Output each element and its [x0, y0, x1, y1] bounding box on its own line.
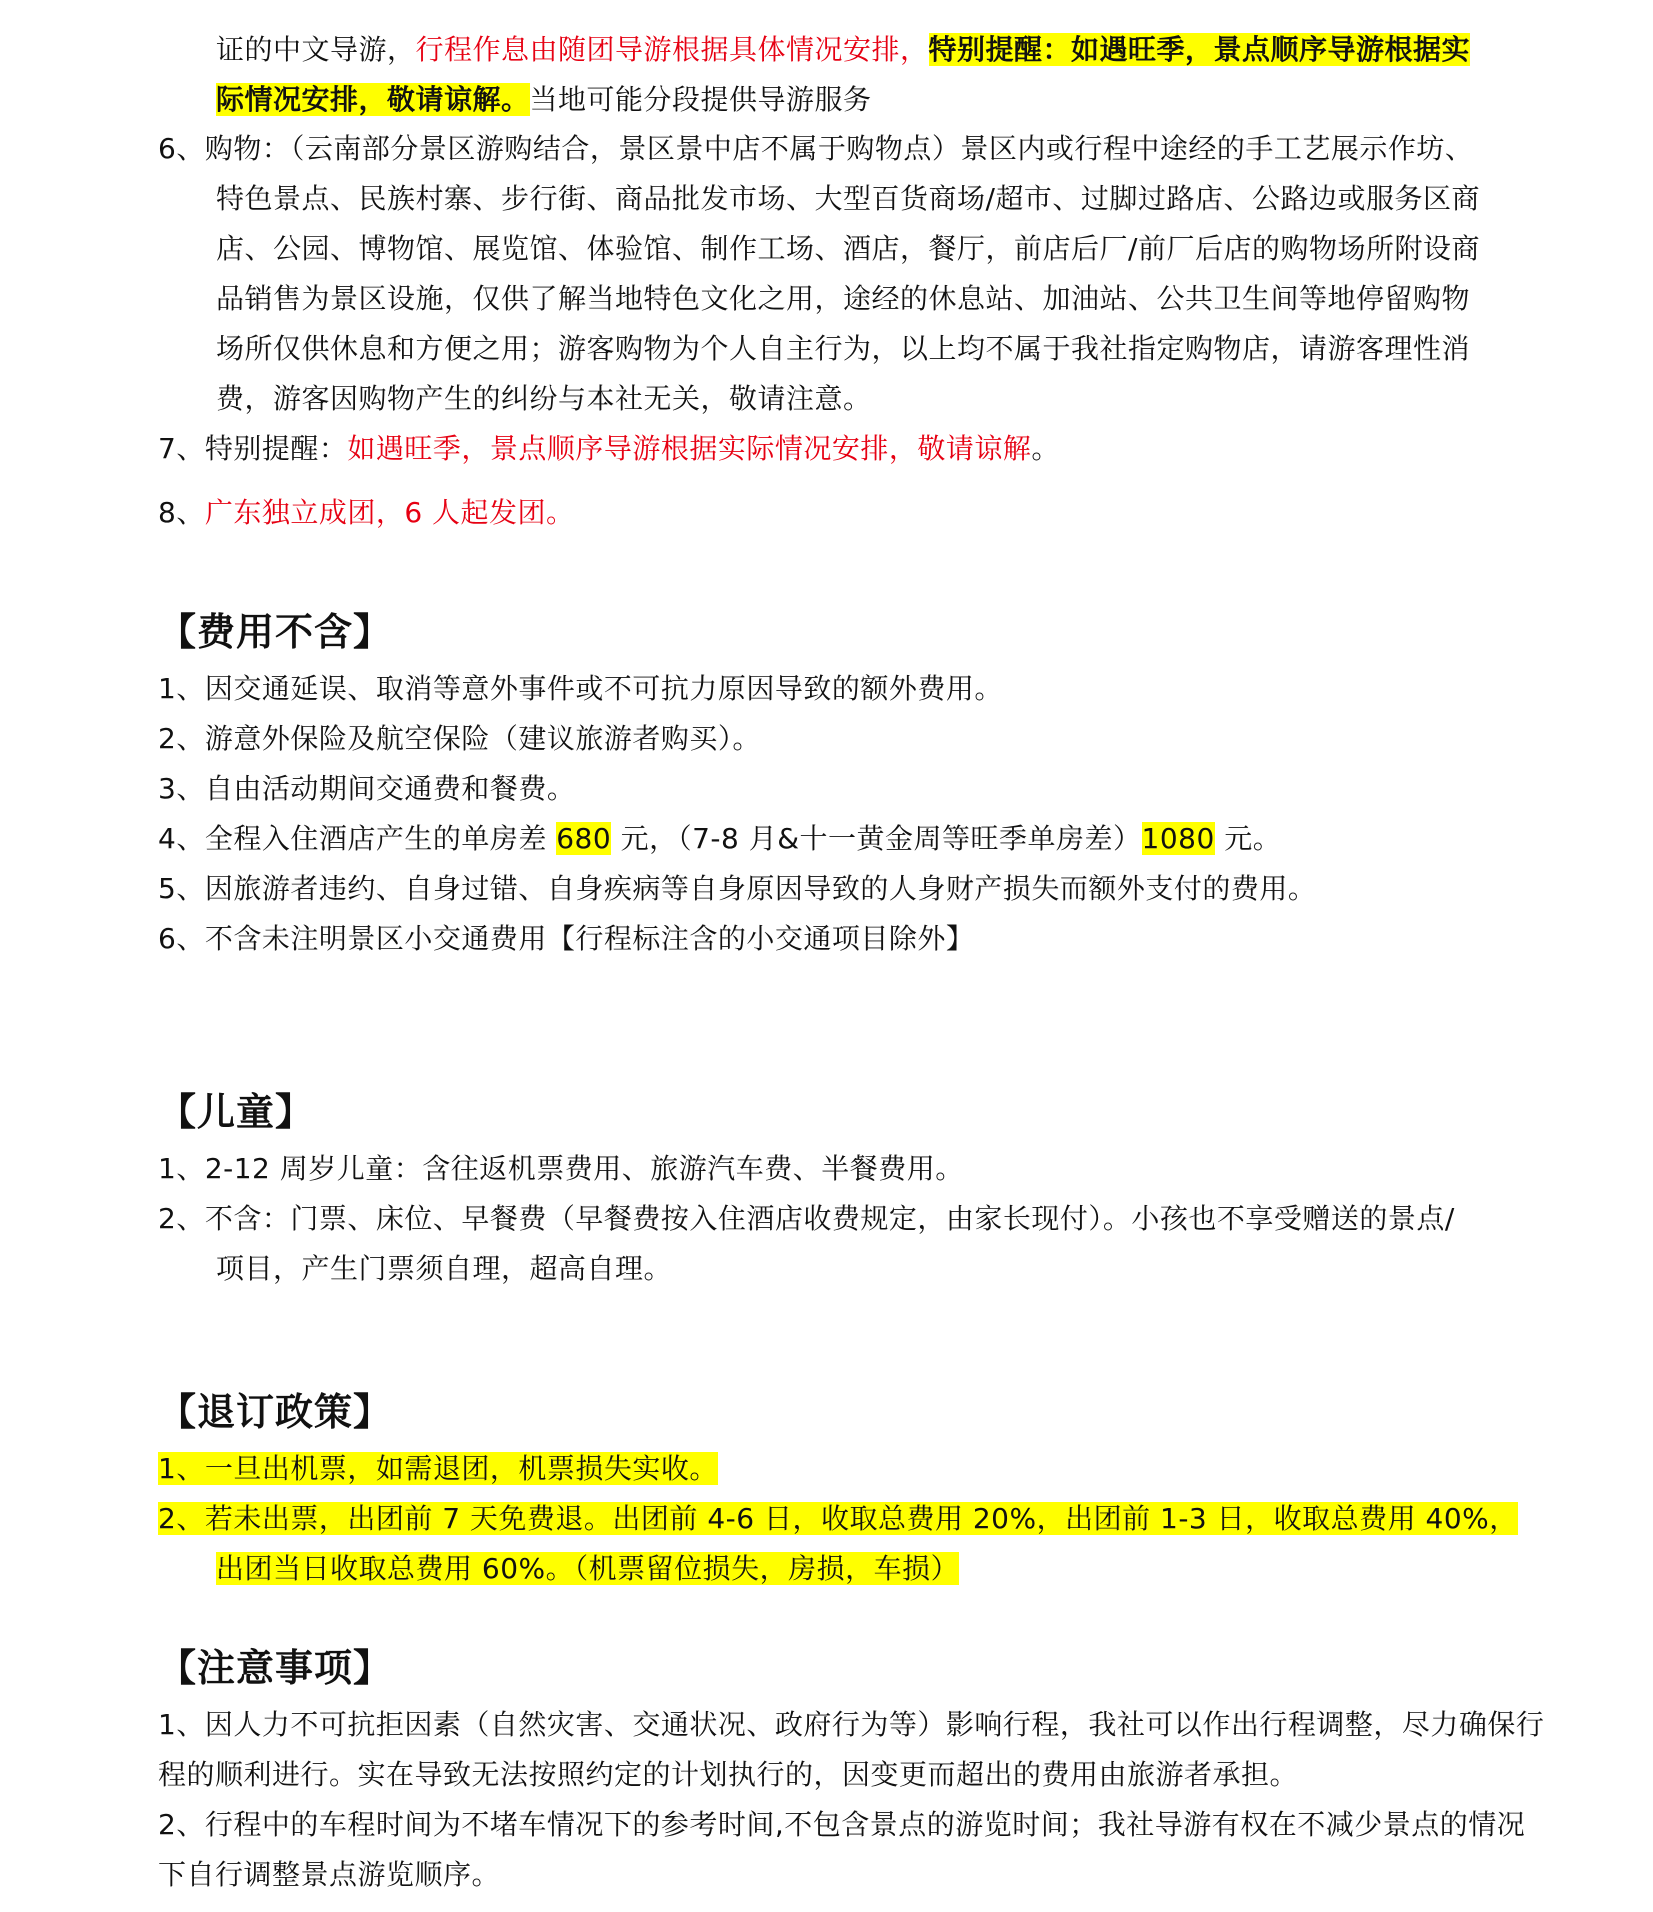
refund-item-2-text: 2、若未出票，出团前 7 天免费退。出团前 4-6 日，收取总费用 20%，出团前 1-3 日，收取总费用 40%，	[158, 1502, 1518, 1535]
excluded-item-2: 2、游意外保险及航空保险（建议旅游者购买）。	[158, 722, 761, 755]
single-room-price: 680	[556, 822, 612, 855]
refund-item-1-text: 1、一旦出机票，如需退团，机票损失实收。	[158, 1452, 718, 1485]
refund-policy-heading: 【退订政策】	[158, 1390, 393, 1434]
group-item-number: 8、	[158, 496, 205, 529]
refund-item-2-cont	[216, 1544, 959, 1594]
group-item	[158, 488, 575, 538]
notes-heading: 【注意事项】	[158, 1646, 393, 1690]
shopping-item-line4: 品销售为景区设施，仅供了解当地特色文化之用，途经的休息站、加油站、公共卫生间等地停留购物	[216, 282, 1471, 315]
special-reminder-highlight: 特别提醒：如遇旺季，景点顺序导游根据实	[928, 33, 1471, 66]
shopping-item-line1: 6、购物：（云南部分景区游购结合，景区景中店不属于购物点）景区内或行程中途经的手工艺展示作坊、	[158, 132, 1474, 165]
notes-item-1-cont: 程的顺利进行。实在导致无法按照约定的计划执行的，因变更而超出的费用由旅游者承担。	[158, 1758, 1299, 1791]
refund-item-2-cont-text: 出团当日收取总费用 60%。（机票留位损失，房损，车损）	[216, 1552, 960, 1585]
item5-continuation-line1	[216, 25, 1470, 75]
excluded-item-4	[158, 814, 1281, 864]
special-reminder-label: 7、特别提醒：	[158, 432, 348, 465]
shopping-item-line2: 特色景点、民族村寨、步行街、商品批发市场、大型百货商场/超市、过脚过路店、公路边或服务区商	[216, 182, 1480, 215]
shopping-item-line6: 费，游客因购物产生的纠纷与本社无关，敬请注意。	[216, 382, 872, 415]
excluded-item-1: 1、因交通延误、取消等意外事件或不可抗力原因导致的额外费用。	[158, 672, 1003, 705]
special-reminder-highlight-end: 际情况安排，敬请谅解。	[216, 83, 530, 116]
schedule-note-red: 行程作息由随团导游根据具体情况安排，	[415, 33, 929, 66]
notes-item-2: 2、行程中的车程时间为不堵车情况下的参考时间,不包含景点的游览时间；我社导游有权在不减少景点的情况	[158, 1808, 1526, 1841]
excluded-item-5: 5、因旅游者违约、自身过错、自身疾病等自身原因导致的人身财产损失而额外支付的费用。	[158, 872, 1317, 905]
refund-item-1	[158, 1444, 718, 1494]
notes-item-2-cont: 下自行调整景点游览顺序。	[158, 1858, 501, 1891]
special-reminder-suffix: 。	[1031, 432, 1060, 465]
special-reminder-item	[158, 424, 1060, 474]
notes-item-1: 1、因人力不可抗拒因素（自然灾害、交通状况、政府行为等）影响行程，我社可以作出行程调整，尽力确保行	[158, 1708, 1545, 1741]
special-reminder-red: 如遇旺季，景点顺序导游根据实际情况安排，敬请谅解	[347, 432, 1032, 465]
price-unit: 元。	[1214, 822, 1282, 855]
children-item-2-cont: 项目，产生门票须自理，超高自理。	[216, 1252, 673, 1285]
children-item-2: 2、不含：门票、床位、早餐费（早餐费按入住酒店收费规定，由家长现付）。小孩也不享受赠送的景点/	[158, 1202, 1455, 1235]
guide-text: 证的中文导游，	[216, 33, 416, 66]
item5-continuation-line2	[216, 75, 872, 125]
refund-item-2	[158, 1494, 1518, 1544]
group-item-red: 广东独立成团，6 人起发团。	[204, 496, 575, 529]
segment-guide-text: 当地可能分段提供导游服务	[529, 83, 872, 116]
excluded-item-6: 6、不含未注明景区小交通费用【行程标注含的小交通项目除外】	[158, 922, 975, 955]
children-item-1: 1、2-12 周岁儿童：含往返机票费用、旅游汽车费、半餐费用。	[158, 1152, 964, 1185]
children-heading: 【儿童】	[158, 1090, 315, 1134]
shopping-item-line5: 场所仅供休息和方便之用；游客购物为个人自主行为，以上均不属于我社指定购物店，请游客理性消	[216, 332, 1471, 365]
shopping-item-line3: 店、公园、博物馆、展览馆、体验馆、制作工场、酒店，餐厅，前店后厂/前厂后店的购物场所附设商	[216, 232, 1480, 265]
peak-season-text: 元，（7-8 月&十一黄金周等旺季单房差）	[611, 822, 1142, 855]
peak-season-price: 1080	[1141, 822, 1215, 855]
single-room-text: 4、全程入住酒店产生的单房差	[158, 822, 557, 855]
excluded-costs-heading: 【费用不含】	[158, 610, 393, 654]
excluded-item-3: 3、自由活动期间交通费和餐费。	[158, 772, 576, 805]
